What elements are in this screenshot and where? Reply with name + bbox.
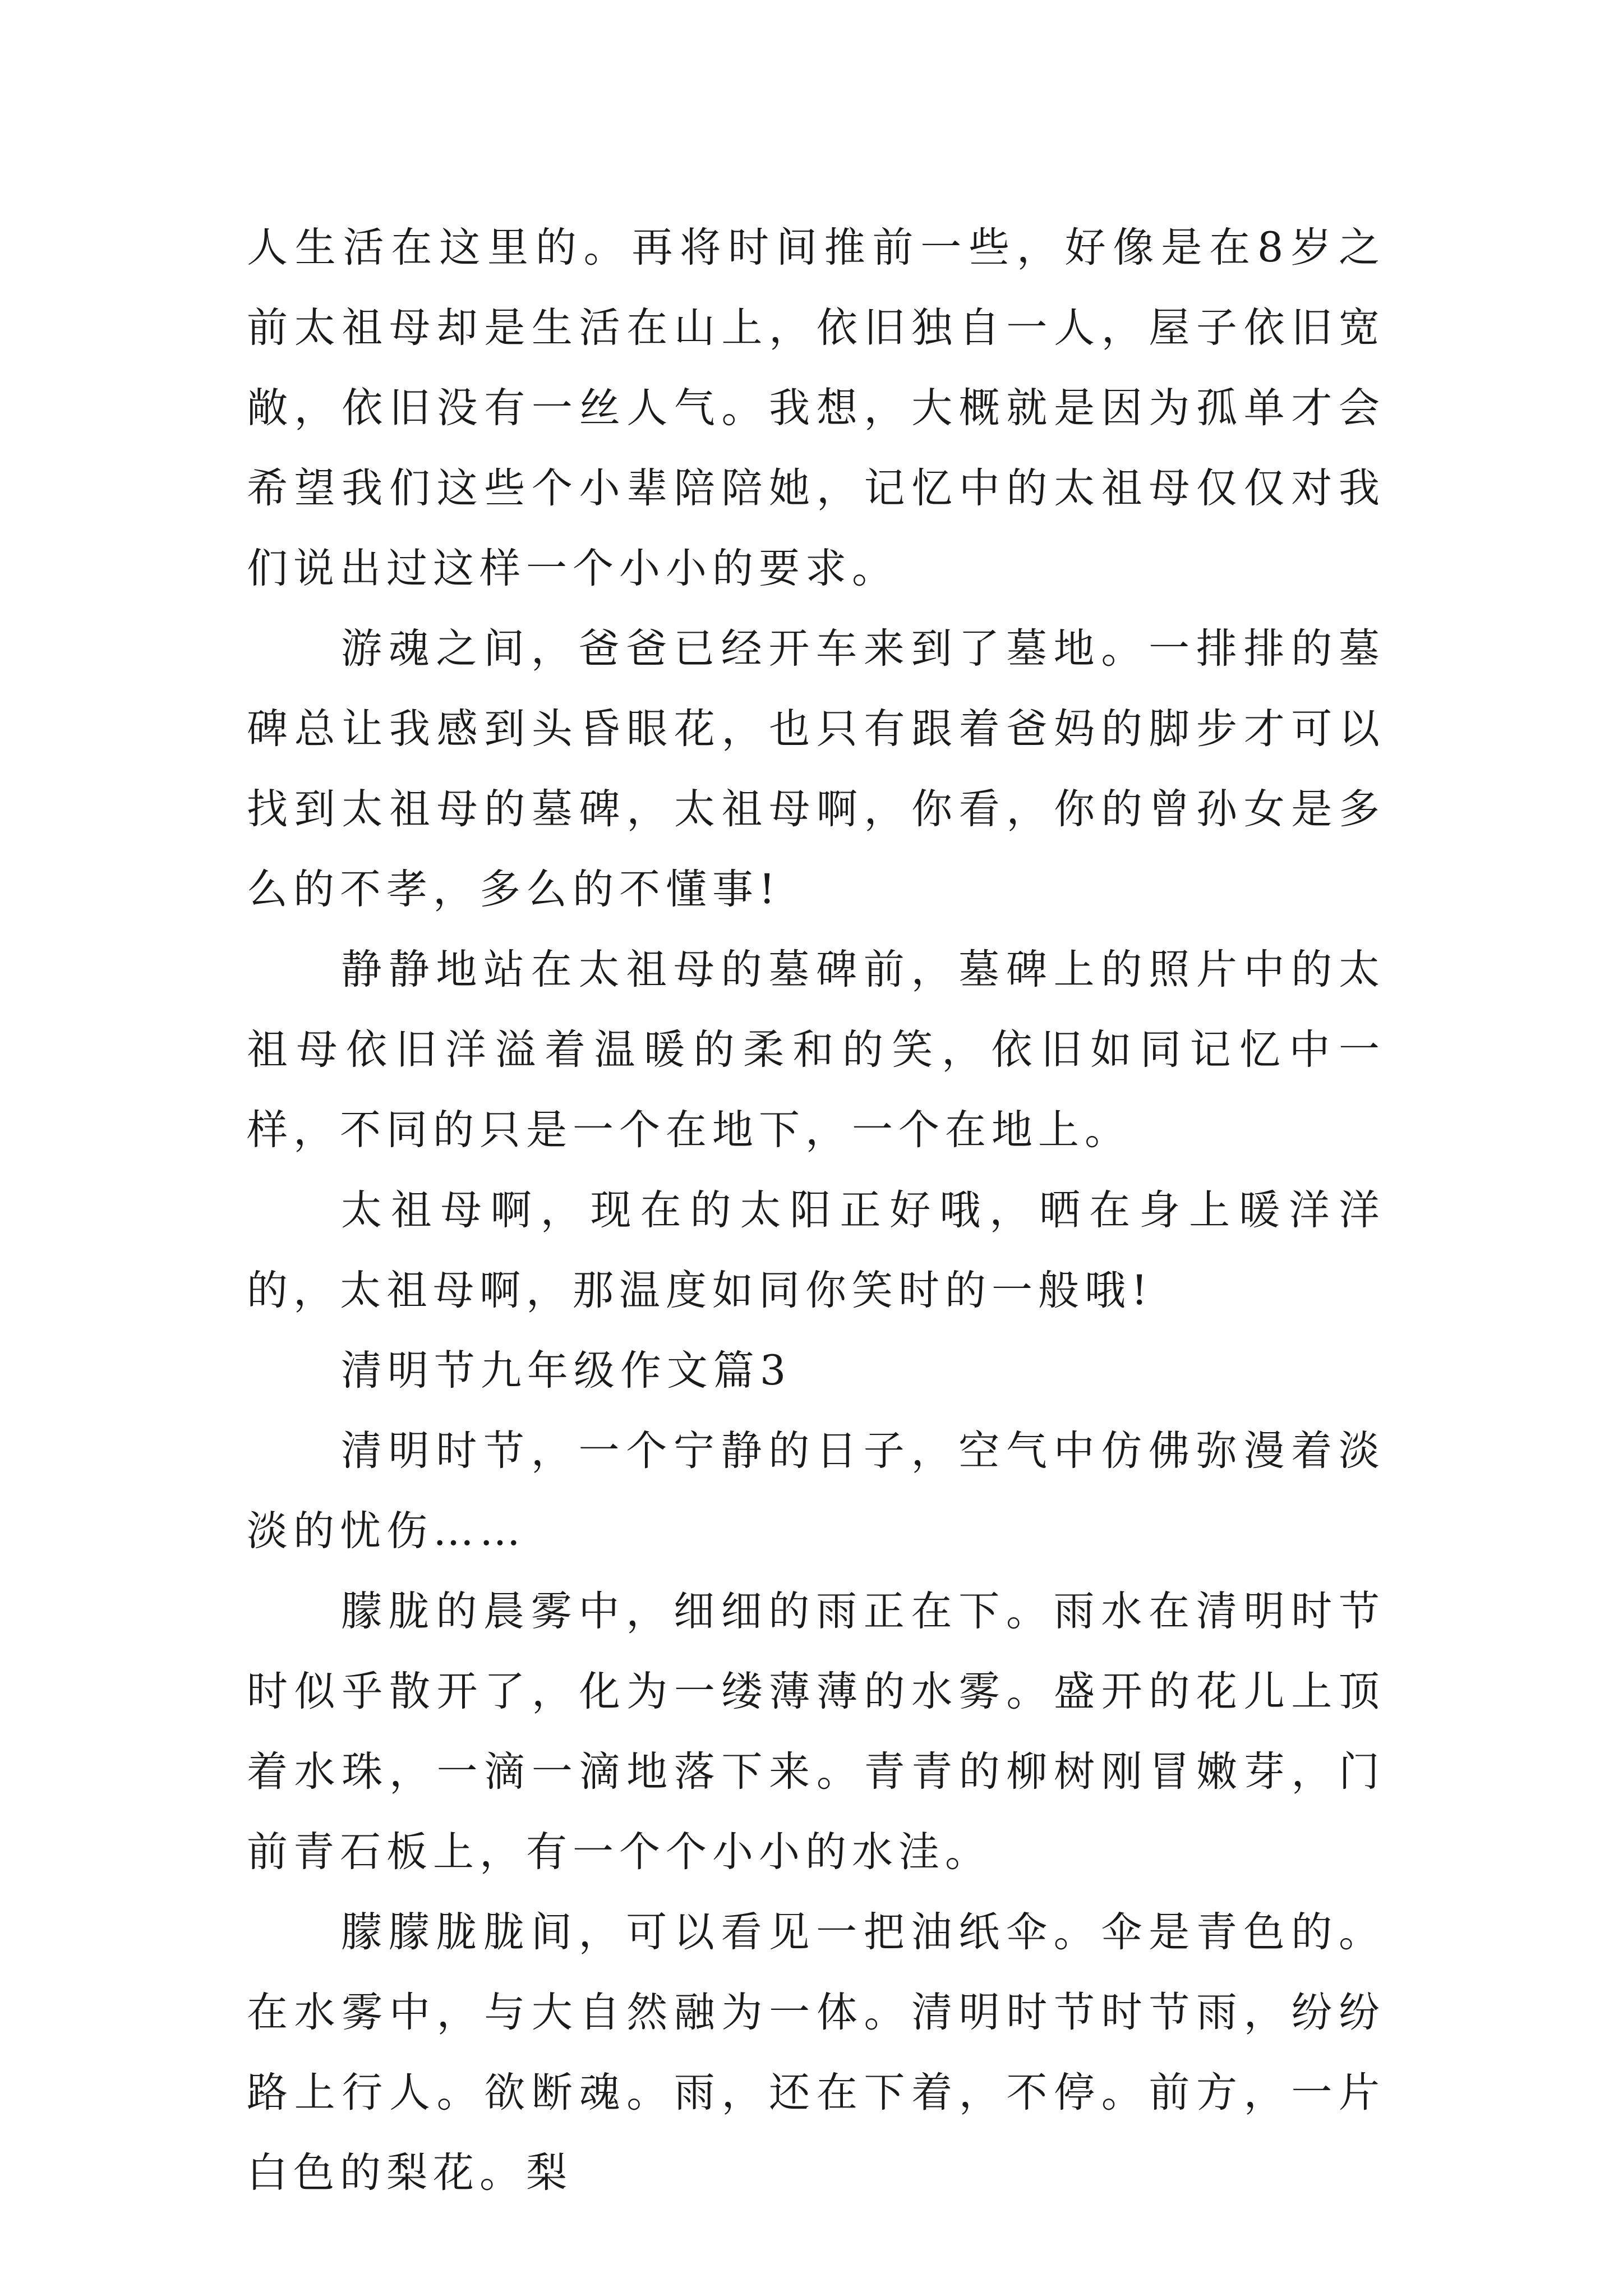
paragraph-5: 清明时节，一个宁静的日子，空气中仿佛弥漫着淡淡的忧伤…… [247, 1427, 1385, 1555]
body-text [247, 208, 1385, 2213]
paragraph-7: 朦朦胧胧间，可以看见一把油纸伞。伞是青色的。在水雾中，与大自然融为一体。清明时节时节雨，纷纷路上行人。欲断魂。雨，还在下着，不停。前方，一片白色的梨花。梨 [247, 1908, 1385, 2197]
paragraph-2: 游魂之间，爸爸已经开车来到了墓地。一排排的墓碑总让我感到头昏眼花，也只有跟着爸妈的脚步才可以找到太祖母的墓碑，太祖母啊，你看，你的曾孙女是多么的不孝，多么的不懂事! [247, 625, 1385, 913]
paragraph-3: 静静地站在太祖母的墓碑前，墓碑上的照片中的太祖母依旧洋溢着温暖的柔和的笑，依旧如同记忆中一样，不同的只是一个在地下，一个在地上。 [247, 946, 1385, 1154]
paragraph-1: 人生活在这里的。再将时间推前一些，好像是在8岁之前太祖母却是生活在山上，依旧独自一人，屋子依旧宽敞，依旧没有一丝人气。我想，大概就是因为孤单才会希望我们这些个小辈陪陪她，记忆中的太祖母仅仅对我们说出过这样一个小小的要求。 [247, 224, 1385, 592]
paragraph-6: 朦胧的晨雾中，细细的雨正在下。雨水在清明时节时似乎散开了，化为一缕薄薄的水雾。盛开的花儿上顶着水珠，一滴一滴地落下来。青青的柳树刚冒嫩芽，门前青石板上，有一个个小小的水洼。 [247, 1588, 1385, 1876]
paragraph-4: 太祖母啊，现在的太阳正好哦，晒在身上暖洋洋的，太祖母啊，那温度如同你笑时的一般哦! [247, 1186, 1385, 1314]
section-heading: 清明节九年级作文篇3 [340, 1347, 792, 1395]
